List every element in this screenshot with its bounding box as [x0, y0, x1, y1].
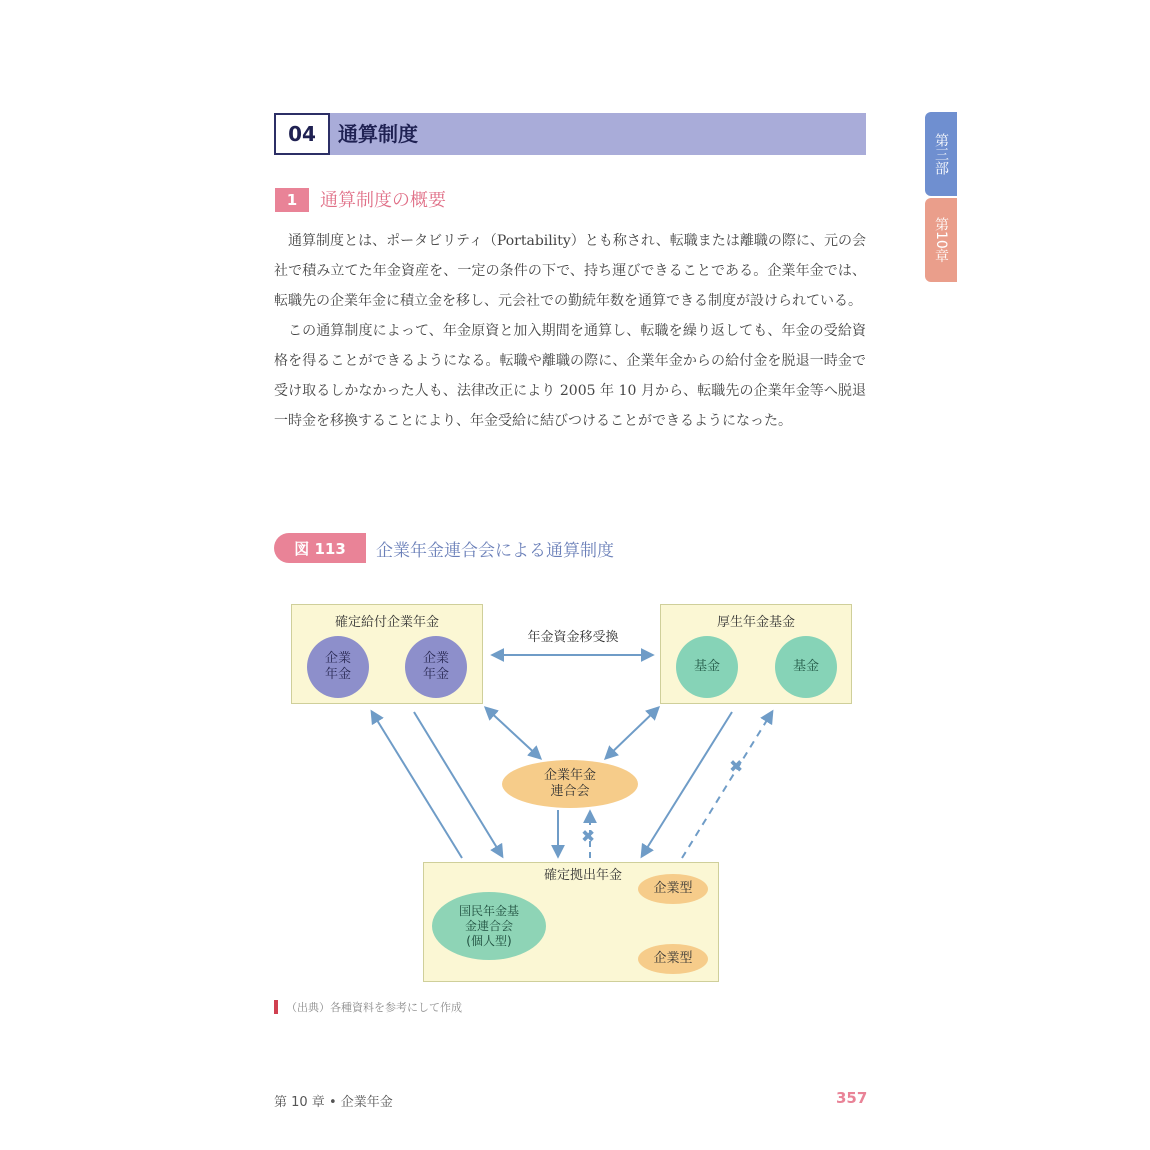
- dc-to-db-arrow: [372, 712, 462, 858]
- figure-title: 企業年金連合会による通算制度: [376, 541, 614, 561]
- kousei-circle-left: 基金: [676, 636, 738, 698]
- db-circle-left: 企業 年金: [307, 636, 369, 698]
- source-marker: [274, 1000, 278, 1014]
- paragraph: この通算制度によって、年金原資と加入期間を通算し、転職を繰り返しても、年金の受給資格を得ることができるようになる。転職や離職の際に、企業年金からの給付金を脱退一時金で受け取るしかなかった人も、法律改正により 2005 年 10 月から、転職先の企業年金等へ脱退一時金を移換することにより、年金受給に結びつけることができるようになった。: [274, 323, 866, 429]
- section-title: 通算制度: [338, 122, 418, 146]
- dc-box-title: 確定拠出年金: [543, 868, 622, 883]
- corp-type-bottom: 企業型: [638, 944, 708, 974]
- kousei-box-title: 厚生年金基金: [716, 615, 795, 630]
- figure-source: （出典）各種資料を参考にして作成: [286, 1001, 462, 1014]
- federation-ellipse: 企業年金 連合会: [502, 760, 638, 808]
- side-tab-chapter[interactable]: 第10章: [925, 198, 957, 282]
- page-number: 357: [836, 1089, 868, 1107]
- kousei-to-dc-arrow: [642, 712, 732, 856]
- side-tab-part[interactable]: 第三部: [925, 112, 957, 196]
- corp-type-top: 企業型: [638, 874, 708, 904]
- kousei-circle-right: 基金: [775, 636, 837, 698]
- figure-badge: 図 113: [274, 533, 366, 563]
- dc-to-kousei-arrow: [682, 712, 772, 858]
- paragraph: 通算制度とは、ポータビリティ（Portability）とも称され、転職または離職の際に、元の会社で積み立てた年金資産を、一定の条件の下で、持ち運びできることである。企業年金では、転職先の企業年金に積立金を移し、元会社での勤続年数を通算できる制度が設けられている。: [274, 233, 866, 309]
- transfer-label: 年金資金移受換: [527, 630, 619, 645]
- db-box-title: 確定給付企業年金: [334, 615, 439, 630]
- cross-mark-icon: ✖: [729, 757, 744, 777]
- db-federation-arrow: [486, 708, 540, 758]
- subsection-title: 通算制度の概要: [320, 190, 446, 211]
- subsection-number: 1: [275, 188, 309, 212]
- footer-chapter: 第 10 章 • 企業年金: [274, 1095, 393, 1110]
- db-to-dc-arrow: [414, 712, 502, 856]
- db-circle-right: 企業 年金: [405, 636, 467, 698]
- kousei-federation-arrow: [606, 708, 658, 758]
- section-number: 04: [274, 113, 330, 155]
- cross-mark-icon: ✖: [581, 827, 596, 847]
- national-federation-ellipse: 国民年金基 金連合会 (個人型): [432, 892, 546, 960]
